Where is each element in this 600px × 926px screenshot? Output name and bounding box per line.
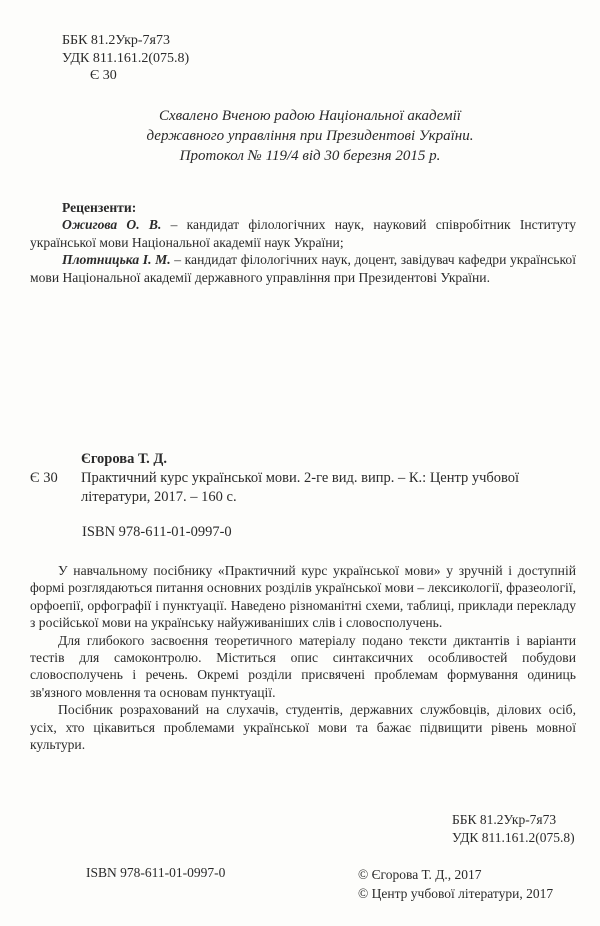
reviewers-section [30,199,576,286]
approval-note [100,106,520,166]
card-description: Практичний курс української мови. 2-ге вид. випр. – К.: Центр учбової літератури, 2017. – 160 с. [81,470,520,505]
abstract [30,562,576,753]
bbk-code: ББК 81.2Укр-7я73 [62,33,171,48]
reviewer-item [30,251,576,286]
copyright-line: © Центр учбової літератури, 2017 [358,886,554,901]
abstract-paragraph: Посібник розрахований на слухачів, студентів, державних службовців, ділових осіб, усіх, хто цікавиться проблемами української мови та бажає підвищити рівень мовної культури. [30,702,576,753]
bottom-isbn: ISBN 978-611-01-0997-0 [86,865,226,880]
reviewer-name: Плотницька І. М. [62,252,171,268]
reviewer-name: Ожигова О. В. [62,217,162,233]
bottom-bbk: ББК 81.2Укр-7я73 [452,812,557,827]
catalog-card [30,450,576,542]
abstract-paragraph: Для глибокого засвоєння теоретичного матеріалу подано тексти диктантів і варіанти тестів для самоконтролю. Міститься опис синтаксичних особливостей побудови словосполучень і речень. Окремі розділи присвячені проблемам формування одиниць зв'язного мовлення та основам пунктуації. [30,632,576,700]
classification-codes [62,32,189,85]
udk-code: УДК 811.161.2(075.8) [62,50,190,66]
approval-line: Протокол № 119/4 від 30 березня 2015 р. [179,148,441,164]
card-isbn: ISBN 978-611-01-0997-0 [82,524,232,540]
reviewer-desc: – кандидат філологічних наук, доцент, завідувач кафедри української мови Національної академії державного управління при Президентові України. [30,252,576,285]
reviewers-heading: Рецензенти: [62,200,137,215]
card-code: Є 30 [30,470,58,486]
bottom-udk: УДК 811.161.2(075.8) [452,830,575,845]
bottom-codes [452,811,575,847]
approval-line: державного управління при Президентові України. [146,128,474,144]
copyright [358,865,553,903]
reviewer-desc: – кандидат філологічних наук, науковий співробітник Інституту української мови Національної академії наук України; [30,217,577,250]
approval-line: Схвалено Вченою радою Національної академії [159,108,461,124]
abstract-paragraph: У навчальному посібнику «Практичний курс української мови» у зручній і доступній формі розглядаються питання основних розділів української мови – лексикології, фразеології, орфоепії, орфографії і пунктуації. Наведено різноманітні схеми, таблиці, приклади перекладу з російської мови на українську найуживаніших слів і словосполучень. [30,563,576,631]
copyright-line: © Єгорова Т. Д., 2017 [358,867,482,882]
author-mark: Є 30 [90,68,117,83]
reviewer-item [30,216,576,251]
card-author: Єгорова Т. Д. [81,451,168,467]
